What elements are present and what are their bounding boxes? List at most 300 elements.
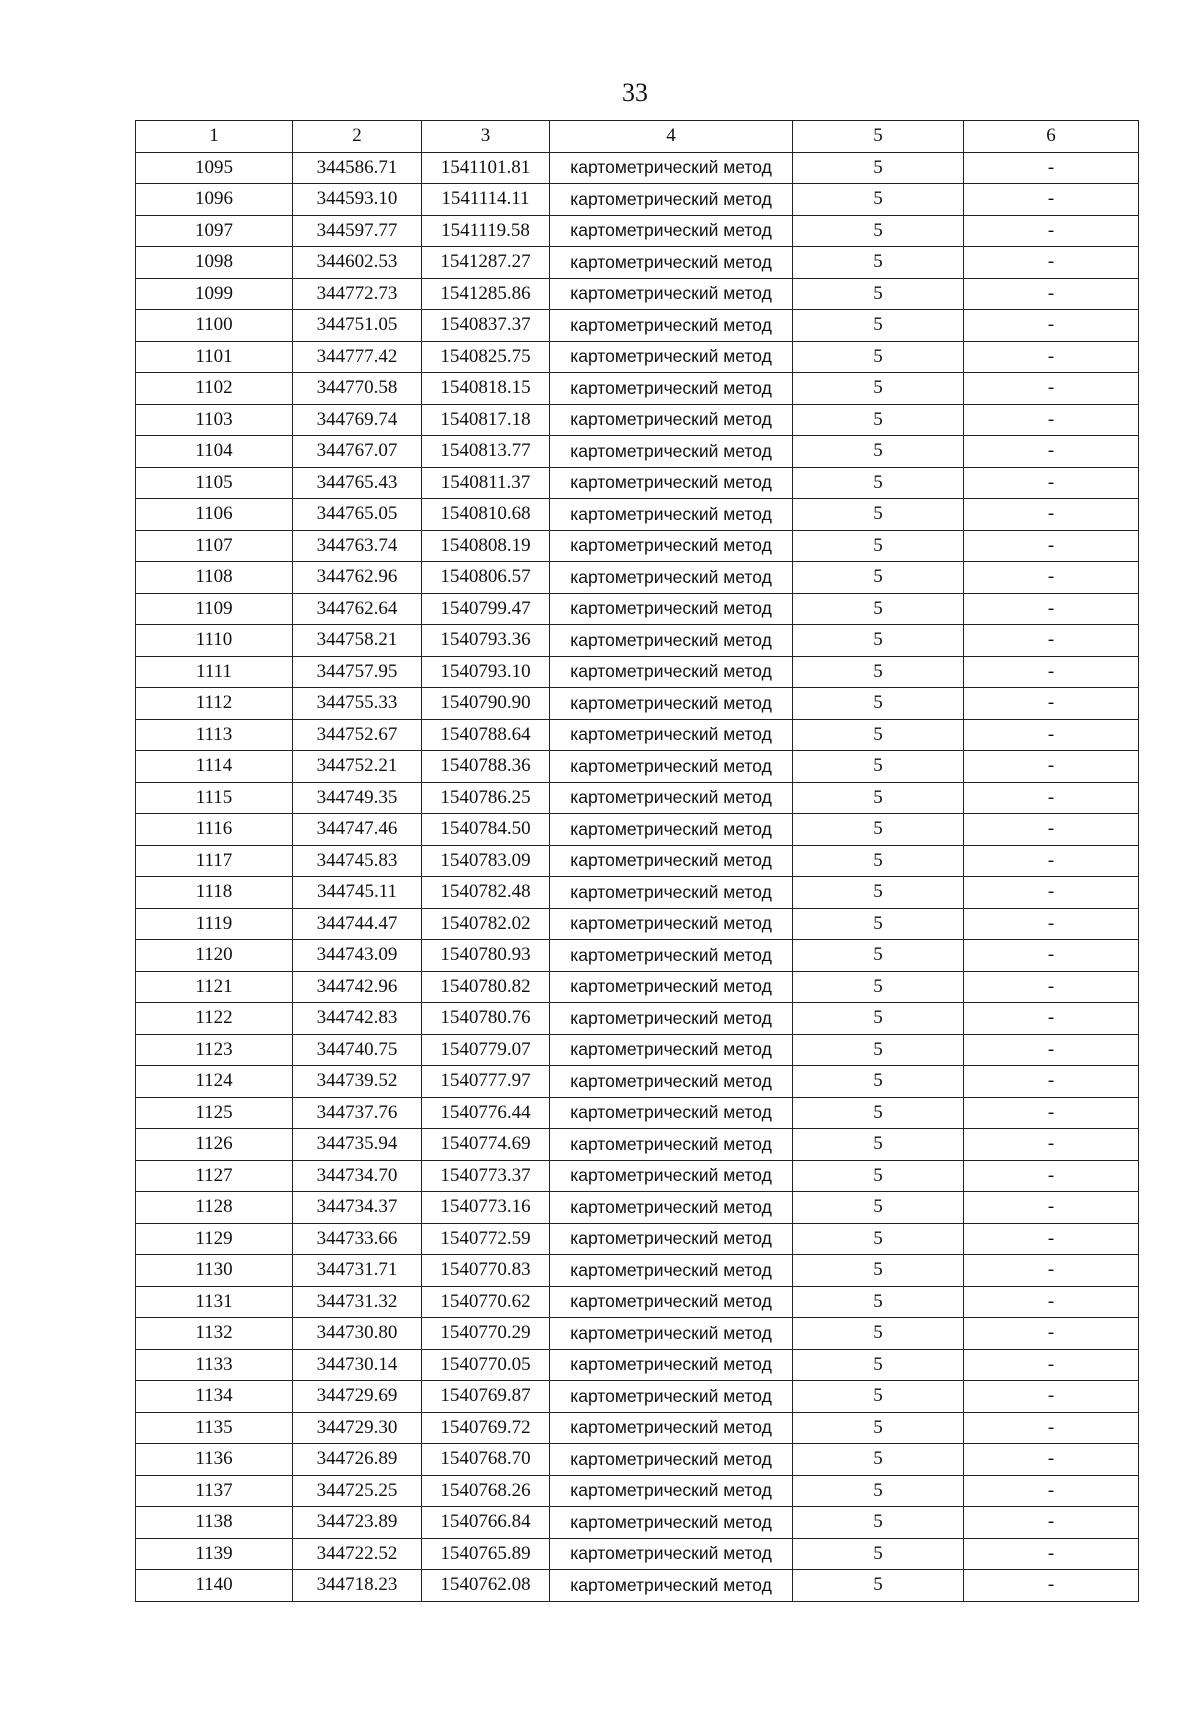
cell-coord-y: 1541114.11 (422, 184, 550, 216)
table-row (136, 1066, 1139, 1098)
cell-note: - (964, 877, 1139, 909)
cell-accuracy: 5 (793, 1160, 964, 1192)
cell-coord-y: 1540806.57 (422, 562, 550, 594)
cell-coord-x: 344739.52 (293, 1066, 422, 1098)
cell-method: картометрический метод (550, 845, 793, 877)
table-row (136, 341, 1139, 373)
table-row (136, 436, 1139, 468)
cell-point-number: 1107 (136, 530, 293, 562)
table-row (136, 215, 1139, 247)
cell-point-number: 1096 (136, 184, 293, 216)
cell-coord-x: 344602.53 (293, 247, 422, 279)
cell-coord-y: 1540773.37 (422, 1160, 550, 1192)
cell-coord-x: 344729.69 (293, 1381, 422, 1413)
table-row (136, 404, 1139, 436)
cell-coord-y: 1540780.93 (422, 940, 550, 972)
cell-coord-y: 1540766.84 (422, 1507, 550, 1539)
cell-coord-x: 344770.58 (293, 373, 422, 405)
cell-coord-x: 344729.30 (293, 1412, 422, 1444)
cell-coord-x: 344737.76 (293, 1097, 422, 1129)
cell-note: - (964, 1286, 1139, 1318)
cell-method: картометрический метод (550, 1223, 793, 1255)
cell-note: - (964, 562, 1139, 594)
cell-accuracy: 5 (793, 1381, 964, 1413)
cell-method: картометрический метод (550, 1129, 793, 1161)
cell-coord-y: 1540783.09 (422, 845, 550, 877)
table-row (136, 1444, 1139, 1476)
cell-coord-y: 1540768.26 (422, 1475, 550, 1507)
cell-note: - (964, 971, 1139, 1003)
cell-coord-x: 344749.35 (293, 782, 422, 814)
cell-note: - (964, 152, 1139, 184)
cell-coord-x: 344765.43 (293, 467, 422, 499)
cell-coord-x: 344752.67 (293, 719, 422, 751)
cell-coord-y: 1540780.76 (422, 1003, 550, 1035)
cell-note: - (964, 1160, 1139, 1192)
cell-accuracy: 5 (793, 1129, 964, 1161)
cell-accuracy: 5 (793, 814, 964, 846)
column-header-5: 5 (793, 121, 964, 153)
cell-method: картометрический метод (550, 341, 793, 373)
cell-coord-y: 1540769.87 (422, 1381, 550, 1413)
cell-accuracy: 5 (793, 152, 964, 184)
cell-coord-y: 1540782.48 (422, 877, 550, 909)
cell-note: - (964, 1507, 1139, 1539)
cell-note: - (964, 247, 1139, 279)
cell-point-number: 1099 (136, 278, 293, 310)
cell-accuracy: 5 (793, 908, 964, 940)
cell-method: картометрический метод (550, 436, 793, 468)
cell-point-number: 1135 (136, 1412, 293, 1444)
cell-coord-y: 1540769.72 (422, 1412, 550, 1444)
cell-method: картометрический метод (550, 877, 793, 909)
cell-accuracy: 5 (793, 467, 964, 499)
cell-coord-y: 1540768.70 (422, 1444, 550, 1476)
cell-point-number: 1139 (136, 1538, 293, 1570)
cell-coord-x: 344743.09 (293, 940, 422, 972)
cell-note: - (964, 310, 1139, 342)
table-row (136, 1223, 1139, 1255)
cell-note: - (964, 1223, 1139, 1255)
table-row (136, 310, 1139, 342)
cell-accuracy: 5 (793, 877, 964, 909)
cell-coord-y: 1540770.29 (422, 1318, 550, 1350)
cell-note: - (964, 940, 1139, 972)
cell-coord-y: 1540765.89 (422, 1538, 550, 1570)
cell-coord-x: 344742.83 (293, 1003, 422, 1035)
cell-point-number: 1108 (136, 562, 293, 594)
cell-note: - (964, 782, 1139, 814)
cell-coord-x: 344740.75 (293, 1034, 422, 1066)
table-row (136, 1255, 1139, 1287)
cell-coord-x: 344757.95 (293, 656, 422, 688)
table-row (136, 373, 1139, 405)
cell-accuracy: 5 (793, 1286, 964, 1318)
cell-note: - (964, 1129, 1139, 1161)
table-row (136, 1286, 1139, 1318)
cell-accuracy: 5 (793, 719, 964, 751)
cell-point-number: 1111 (136, 656, 293, 688)
table-row (136, 1381, 1139, 1413)
cell-accuracy: 5 (793, 1097, 964, 1129)
cell-coord-y: 1541101.81 (422, 152, 550, 184)
cell-method: картометрический метод (550, 310, 793, 342)
cell-method: картометрический метод (550, 1066, 793, 1098)
table-row (136, 845, 1139, 877)
cell-method: картометрический метод (550, 152, 793, 184)
cell-note: - (964, 814, 1139, 846)
cell-point-number: 1136 (136, 1444, 293, 1476)
cell-method: картометрический метод (550, 530, 793, 562)
cell-point-number: 1129 (136, 1223, 293, 1255)
cell-note: - (964, 1097, 1139, 1129)
cell-coord-y: 1540811.37 (422, 467, 550, 499)
cell-note: - (964, 1003, 1139, 1035)
cell-coord-x: 344731.32 (293, 1286, 422, 1318)
cell-method: картометрический метод (550, 1444, 793, 1476)
cell-coord-x: 344731.71 (293, 1255, 422, 1287)
cell-coord-x: 344758.21 (293, 625, 422, 657)
cell-coord-y: 1540780.82 (422, 971, 550, 1003)
cell-point-number: 1097 (136, 215, 293, 247)
cell-coord-x: 344742.96 (293, 971, 422, 1003)
cell-accuracy: 5 (793, 341, 964, 373)
cell-coord-y: 1540770.62 (422, 1286, 550, 1318)
table-row (136, 625, 1139, 657)
cell-note: - (964, 1255, 1139, 1287)
cell-point-number: 1120 (136, 940, 293, 972)
table-row (136, 1475, 1139, 1507)
cell-coord-x: 344762.64 (293, 593, 422, 625)
cell-method: картометрический метод (550, 1318, 793, 1350)
cell-coord-y: 1540788.36 (422, 751, 550, 783)
cell-note: - (964, 1192, 1139, 1224)
cell-coord-x: 344763.74 (293, 530, 422, 562)
table-row (136, 688, 1139, 720)
cell-accuracy: 5 (793, 215, 964, 247)
page-number: 33 (622, 78, 648, 107)
cell-note: - (964, 215, 1139, 247)
cell-accuracy: 5 (793, 1349, 964, 1381)
cell-method: картометрический метод (550, 373, 793, 405)
cell-point-number: 1102 (136, 373, 293, 405)
cell-coord-x: 344769.74 (293, 404, 422, 436)
cell-point-number: 1137 (136, 1475, 293, 1507)
cell-method: картометрический метод (550, 593, 793, 625)
cell-accuracy: 5 (793, 1192, 964, 1224)
cell-coord-x: 344751.05 (293, 310, 422, 342)
table-row (136, 530, 1139, 562)
cell-method: картометрический метод (550, 688, 793, 720)
cell-accuracy: 5 (793, 1223, 964, 1255)
cell-accuracy: 5 (793, 1066, 964, 1098)
table-row (136, 940, 1139, 972)
table-row (136, 247, 1139, 279)
table-row (136, 1129, 1139, 1161)
cell-coord-y: 1540786.25 (422, 782, 550, 814)
table-row (136, 1160, 1139, 1192)
cell-accuracy: 5 (793, 404, 964, 436)
cell-point-number: 1113 (136, 719, 293, 751)
cell-note: - (964, 404, 1139, 436)
cell-point-number: 1127 (136, 1160, 293, 1192)
cell-note: - (964, 1570, 1139, 1602)
cell-coord-x: 344772.73 (293, 278, 422, 310)
cell-accuracy: 5 (793, 499, 964, 531)
cell-point-number: 1140 (136, 1570, 293, 1602)
cell-coord-x: 344765.05 (293, 499, 422, 531)
cell-note: - (964, 845, 1139, 877)
cell-point-number: 1112 (136, 688, 293, 720)
cell-coord-y: 1540793.10 (422, 656, 550, 688)
cell-coord-y: 1540777.97 (422, 1066, 550, 1098)
cell-note: - (964, 278, 1139, 310)
cell-coord-x: 344733.66 (293, 1223, 422, 1255)
cell-coord-y: 1541285.86 (422, 278, 550, 310)
table-row (136, 184, 1139, 216)
table-row (136, 719, 1139, 751)
cell-point-number: 1118 (136, 877, 293, 909)
cell-method: картометрический метод (550, 1160, 793, 1192)
cell-coord-y: 1540813.77 (422, 436, 550, 468)
table-row (136, 1034, 1139, 1066)
table-row (136, 908, 1139, 940)
cell-accuracy: 5 (793, 845, 964, 877)
coordinates-table (135, 120, 1139, 1602)
cell-method: картометрический метод (550, 908, 793, 940)
table-row (136, 499, 1139, 531)
cell-method: картометрический метод (550, 1507, 793, 1539)
cell-accuracy: 5 (793, 247, 964, 279)
cell-point-number: 1125 (136, 1097, 293, 1129)
cell-coord-x: 344747.46 (293, 814, 422, 846)
cell-coord-x: 344730.14 (293, 1349, 422, 1381)
cell-method: картометрический метод (550, 814, 793, 846)
cell-note: - (964, 688, 1139, 720)
cell-point-number: 1115 (136, 782, 293, 814)
cell-method: картометрический метод (550, 751, 793, 783)
cell-accuracy: 5 (793, 971, 964, 1003)
cell-coord-y: 1540837.37 (422, 310, 550, 342)
cell-coord-x: 344730.80 (293, 1318, 422, 1350)
table-row (136, 1097, 1139, 1129)
column-header-3: 3 (422, 121, 550, 153)
cell-accuracy: 5 (793, 656, 964, 688)
cell-note: - (964, 499, 1139, 531)
column-header-4: 4 (550, 121, 793, 153)
cell-coord-y: 1540818.15 (422, 373, 550, 405)
cell-point-number: 1101 (136, 341, 293, 373)
cell-accuracy: 5 (793, 1034, 964, 1066)
cell-point-number: 1098 (136, 247, 293, 279)
table-row (136, 152, 1139, 184)
cell-point-number: 1117 (136, 845, 293, 877)
table-row (136, 814, 1139, 846)
cell-method: картометрический метод (550, 1034, 793, 1066)
cell-accuracy: 5 (793, 1255, 964, 1287)
cell-note: - (964, 593, 1139, 625)
cell-accuracy: 5 (793, 436, 964, 468)
column-header-2: 2 (293, 121, 422, 153)
cell-point-number: 1133 (136, 1349, 293, 1381)
cell-coord-x: 344718.23 (293, 1570, 422, 1602)
cell-note: - (964, 1444, 1139, 1476)
cell-accuracy: 5 (793, 625, 964, 657)
cell-note: - (964, 373, 1139, 405)
cell-note: - (964, 1034, 1139, 1066)
cell-point-number: 1119 (136, 908, 293, 940)
cell-note: - (964, 656, 1139, 688)
column-header-1: 1 (136, 121, 293, 153)
cell-coord-y: 1540808.19 (422, 530, 550, 562)
table-row (136, 1192, 1139, 1224)
table-row (136, 782, 1139, 814)
table-row (136, 656, 1139, 688)
cell-coord-x: 344723.89 (293, 1507, 422, 1539)
cell-accuracy: 5 (793, 1444, 964, 1476)
cell-point-number: 1110 (136, 625, 293, 657)
cell-method: картометрический метод (550, 1286, 793, 1318)
cell-coord-x: 344722.52 (293, 1538, 422, 1570)
cell-coord-y: 1540776.44 (422, 1097, 550, 1129)
cell-method: картометрический метод (550, 404, 793, 436)
cell-accuracy: 5 (793, 562, 964, 594)
cell-point-number: 1116 (136, 814, 293, 846)
cell-coord-x: 344777.42 (293, 341, 422, 373)
cell-note: - (964, 1381, 1139, 1413)
cell-method: картометрический метод (550, 247, 793, 279)
cell-point-number: 1109 (136, 593, 293, 625)
cell-coord-x: 344745.83 (293, 845, 422, 877)
cell-coord-x: 344734.37 (293, 1192, 422, 1224)
cell-method: картометрический метод (550, 184, 793, 216)
table-row (136, 593, 1139, 625)
cell-method: картометрический метод (550, 1349, 793, 1381)
cell-note: - (964, 625, 1139, 657)
cell-note: - (964, 1538, 1139, 1570)
table-row (136, 278, 1139, 310)
cell-note: - (964, 908, 1139, 940)
cell-accuracy: 5 (793, 1570, 964, 1602)
cell-coord-y: 1540773.16 (422, 1192, 550, 1224)
cell-accuracy: 5 (793, 940, 964, 972)
table-row (136, 1507, 1139, 1539)
cell-accuracy: 5 (793, 184, 964, 216)
cell-note: - (964, 1349, 1139, 1381)
cell-method: картометрический метод (550, 467, 793, 499)
cell-note: - (964, 1066, 1139, 1098)
cell-coord-y: 1540790.90 (422, 688, 550, 720)
cell-coord-y: 1540799.47 (422, 593, 550, 625)
cell-point-number: 1100 (136, 310, 293, 342)
cell-point-number: 1095 (136, 152, 293, 184)
cell-method: картометрический метод (550, 1412, 793, 1444)
cell-coord-y: 1540772.59 (422, 1223, 550, 1255)
table-row (136, 751, 1139, 783)
table-body (136, 152, 1139, 1601)
cell-coord-x: 344745.11 (293, 877, 422, 909)
cell-coord-x: 344755.33 (293, 688, 422, 720)
cell-accuracy: 5 (793, 782, 964, 814)
cell-coord-y: 1540817.18 (422, 404, 550, 436)
cell-method: картометрический метод (550, 1570, 793, 1602)
table-row (136, 1538, 1139, 1570)
cell-method: картометрический метод (550, 1475, 793, 1507)
cell-note: - (964, 341, 1139, 373)
cell-point-number: 1134 (136, 1381, 293, 1413)
cell-point-number: 1128 (136, 1192, 293, 1224)
cell-accuracy: 5 (793, 1412, 964, 1444)
cell-point-number: 1114 (136, 751, 293, 783)
cell-method: картометрический метод (550, 782, 793, 814)
cell-method: картометрический метод (550, 1003, 793, 1035)
cell-method: картометрический метод (550, 940, 793, 972)
cell-coord-x: 344725.25 (293, 1475, 422, 1507)
table-row (136, 1412, 1139, 1444)
cell-point-number: 1122 (136, 1003, 293, 1035)
cell-accuracy: 5 (793, 278, 964, 310)
cell-coord-y: 1541119.58 (422, 215, 550, 247)
cell-method: картометрический метод (550, 1192, 793, 1224)
table-row (136, 1318, 1139, 1350)
cell-coord-y: 1540793.36 (422, 625, 550, 657)
cell-point-number: 1131 (136, 1286, 293, 1318)
cell-method: картометрический метод (550, 971, 793, 1003)
cell-method: картометрический метод (550, 499, 793, 531)
cell-accuracy: 5 (793, 593, 964, 625)
cell-point-number: 1132 (136, 1318, 293, 1350)
cell-coord-x: 344767.07 (293, 436, 422, 468)
cell-coord-y: 1540770.83 (422, 1255, 550, 1287)
cell-accuracy: 5 (793, 310, 964, 342)
cell-method: картометрический метод (550, 1097, 793, 1129)
cell-note: - (964, 467, 1139, 499)
cell-coord-x: 344744.47 (293, 908, 422, 940)
cell-point-number: 1124 (136, 1066, 293, 1098)
cell-accuracy: 5 (793, 1003, 964, 1035)
cell-coord-x: 344726.89 (293, 1444, 422, 1476)
cell-accuracy: 5 (793, 1318, 964, 1350)
cell-method: картометрический метод (550, 562, 793, 594)
cell-coord-x: 344597.77 (293, 215, 422, 247)
table-row (136, 1349, 1139, 1381)
cell-method: картометрический метод (550, 1538, 793, 1570)
cell-point-number: 1103 (136, 404, 293, 436)
table-header (136, 121, 1139, 153)
cell-method: картометрический метод (550, 625, 793, 657)
cell-method: картометрический метод (550, 656, 793, 688)
table-row (136, 877, 1139, 909)
table-row (136, 1003, 1139, 1035)
cell-method: картометрический метод (550, 1381, 793, 1413)
cell-coord-y: 1540770.05 (422, 1349, 550, 1381)
cell-point-number: 1138 (136, 1507, 293, 1539)
cell-point-number: 1130 (136, 1255, 293, 1287)
cell-note: - (964, 719, 1139, 751)
cell-method: картометрический метод (550, 215, 793, 247)
cell-point-number: 1123 (136, 1034, 293, 1066)
cell-note: - (964, 436, 1139, 468)
cell-point-number: 1104 (136, 436, 293, 468)
cell-note: - (964, 751, 1139, 783)
cell-accuracy: 5 (793, 688, 964, 720)
cell-accuracy: 5 (793, 1538, 964, 1570)
cell-accuracy: 5 (793, 1507, 964, 1539)
column-header-6: 6 (964, 121, 1139, 153)
cell-point-number: 1126 (136, 1129, 293, 1161)
cell-accuracy: 5 (793, 1475, 964, 1507)
cell-accuracy: 5 (793, 373, 964, 405)
